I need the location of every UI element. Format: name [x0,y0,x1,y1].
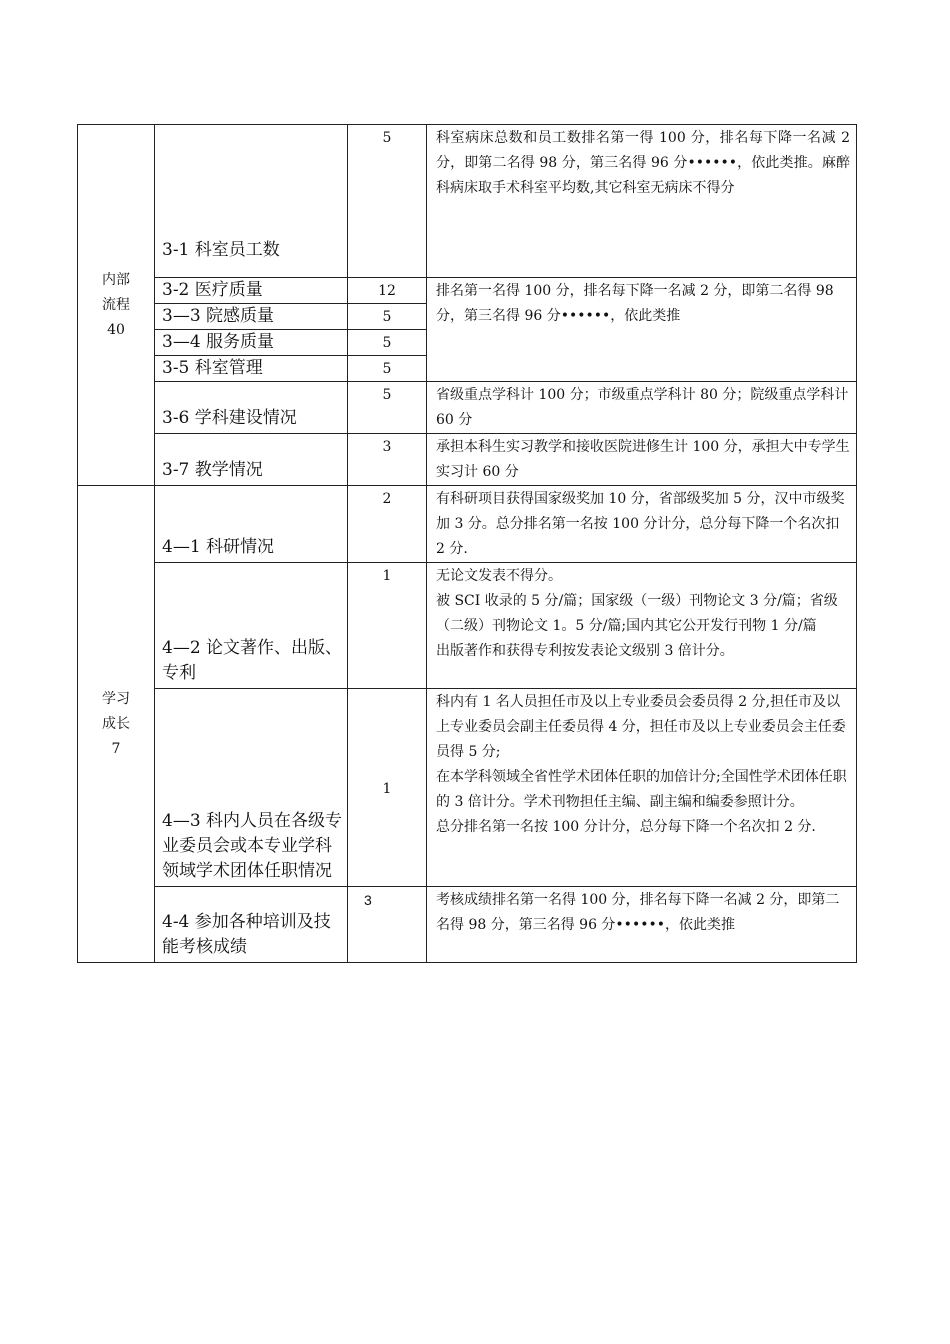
category-label-line: 流程 [102,296,130,313]
item-name: 4—1 科研情况 [155,486,348,563]
item-name: 3-2 医疗质量 [155,278,348,304]
table-row [78,887,857,963]
item-score: 3 [348,887,427,963]
item-score: 2 [348,486,427,563]
item-name: 3-5 科室管理 [155,356,348,382]
item-description: 排名第一名得 100 分，排名每下降一名减 2 分，即第二名得 98 分，第三名得 96 分••••••，依此类推 [427,278,857,382]
item-score: 1 [348,563,427,689]
table-row [78,563,857,689]
description-line: 无论文发表不得分。 [436,568,562,584]
item-description: 承担本科生实习教学和接收医院进修生计 100 分，承担大中专学生实习计 60 分 [427,434,857,486]
category-cell [78,486,155,963]
category-label-line: 成长 [102,715,130,732]
item-name: 3-1 科室员工数 [155,125,348,278]
category-label-line: 学习 [102,690,130,707]
description-line: 被 SCI 收录的 5 分/篇；国家级（一级）刊物论文 3 分/篇；省级（二级）刊物论文 1。5 分/篇;国内其它公开发行刊物 1 分/篇 [436,593,838,634]
category-label-line: 内部 [102,271,130,288]
description-line: 出版著作和获得专利按发表论文级别 3 倍计分。 [436,643,734,659]
item-score: 5 [348,304,427,330]
item-score: 5 [348,356,427,382]
item-score: 5 [348,382,427,434]
table-row [78,689,857,887]
item-score: 12 [348,278,427,304]
evaluation-table [77,124,857,963]
table-row [78,434,857,486]
item-name: 3—4 服务质量 [155,330,348,356]
category-cell [78,125,155,486]
item-name: 3-6 学科建设情况 [155,382,348,434]
item-name: 4-4 参加各种培训及技能考核成绩 [155,887,348,963]
description-line: 总分排名第一名按 100 分计分，总分每下降一个名次扣 2 分. [436,819,816,835]
item-name: 3-7 教学情况 [155,434,348,486]
item-name: 4—3 科内人员在各级专业委员会或本专业学科领域学术团体任职情况 [155,689,348,887]
description-line: 科内有 1 名人员担任市及以上专业委员会委员得 2 分,担任市及以上专业委员会副主任委员得 4 分，担任市及以上专业委员会主任委员得 5 分; [436,694,846,760]
table-row [78,278,857,304]
description-line: 在本学科领域全省性学术团体任职的加倍计分;全国性学术团体任职的 3 倍计分。学术刊物担任主编、副主编和编委参照计分。 [436,769,847,810]
item-name: 4—2 论文著作、出版、专利 [155,563,348,689]
item-description: 省级重点学科计 100 分；市级重点学科计 80 分；院级重点学科计 60 分 [427,382,857,434]
table-row [78,486,857,563]
item-score: 3 [348,434,427,486]
item-score: 1 [348,689,427,887]
category-weight: 7 [111,740,121,757]
item-description: 考核成绩排名第一名得 100 分，排名每下降一名减 2 分，即第二名得 98 分，第三名得 96 分••••••，依此类推 [427,887,857,963]
item-score: 5 [348,330,427,356]
item-description [427,689,857,887]
category-weight: 40 [107,321,125,338]
item-description [427,563,857,689]
table-row [78,125,857,278]
item-description: 科室病床总数和员工数排名第一得 100 分，排名每下降一名减 2 分，即第二名得 98 分，第三名得 96 分••••••，依此类推。麻醉科病床取手术科室平均数,其它科室无病床不得分 [427,125,857,278]
item-score: 5 [348,125,427,278]
item-name: 3—3 院感质量 [155,304,348,330]
table-row [78,382,857,434]
item-description: 有科研项目获得国家级奖加 10 分，省部级奖加 5 分，汉中市级奖加 3 分。总分排名第一名按 100 分计分，总分每下降一个名次扣 2 分. [427,486,857,563]
